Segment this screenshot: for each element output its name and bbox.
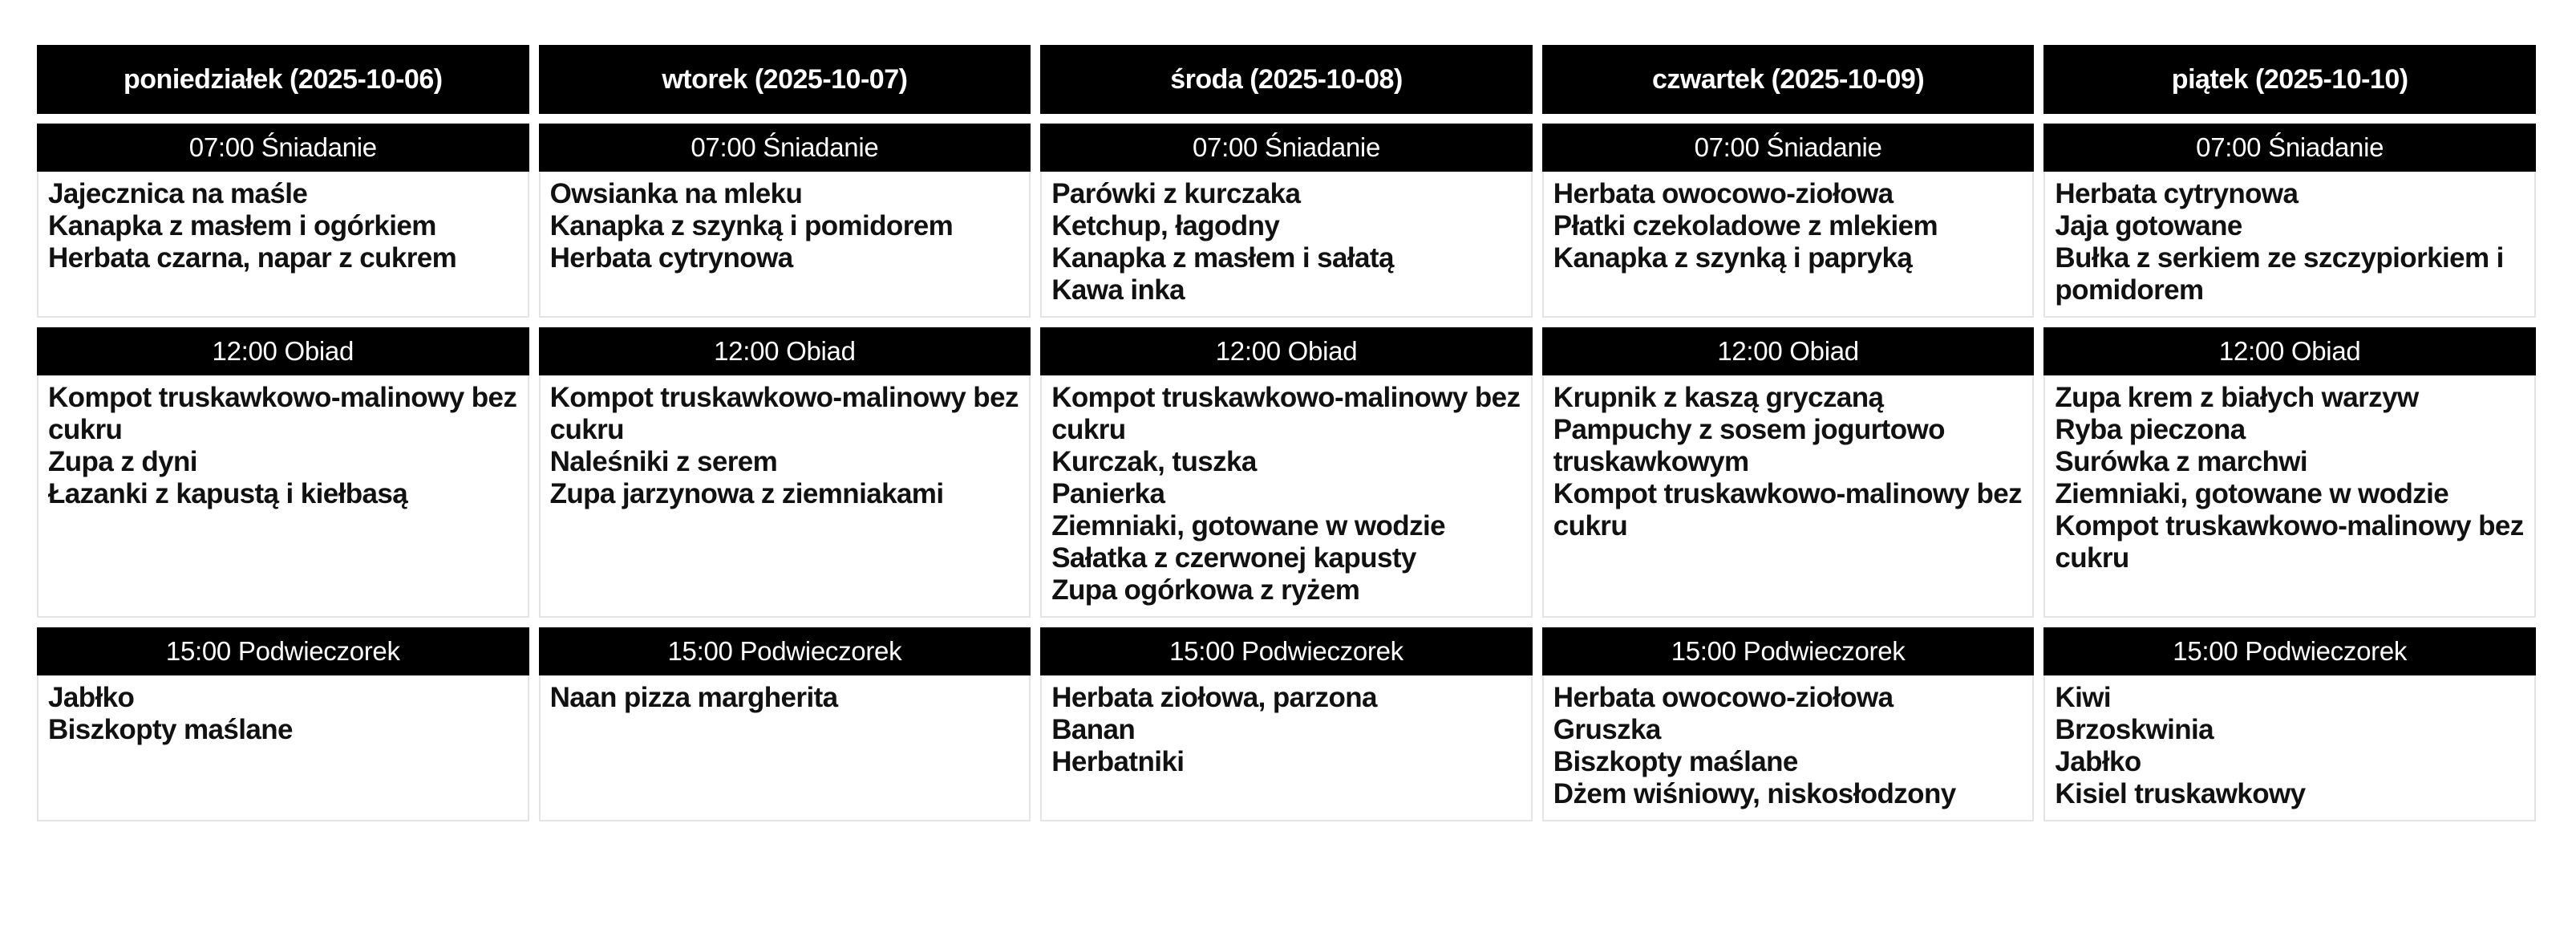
lunch-header: 12:00 Obiad	[1542, 327, 2035, 375]
menu-item: Kompot truskawkowo-malinowy bez	[549, 382, 1019, 413]
breakfast-header: 07:00 Śniadanie	[2043, 124, 2536, 172]
snack-header: 15:00 Podwieczorek	[1040, 627, 1533, 675]
menu-item: Owsianka na mleku	[549, 178, 803, 209]
menu-item: Herbata czarna, napar z cukrem	[48, 242, 457, 274]
lunch-items	[1040, 375, 1533, 618]
day-column	[1040, 45, 1533, 821]
menu-item: Ryba pieczona	[2055, 414, 2246, 445]
menu-item: Jajecznica na maśle	[48, 178, 308, 209]
menu-item: Zupa ogórkowa z ryżem	[1051, 574, 1360, 606]
menu-item: Kanapka z szynką i pomidorem	[549, 210, 954, 241]
menu-item: Zupa krem z białych warzyw	[2055, 382, 2419, 413]
menu-item: Dżem wiśniowy, niskosłodzony	[1553, 778, 1956, 809]
breakfast-items	[1040, 172, 1533, 318]
lunch-items	[2043, 375, 2536, 618]
menu-item: Zupa jarzynowa z ziemniakami	[549, 478, 944, 509]
day-column	[37, 45, 529, 821]
menu-item: Łazanki z kapustą i kiełbasą	[48, 478, 408, 509]
day-column	[1542, 45, 2035, 821]
snack-header: 15:00 Podwieczorek	[37, 627, 529, 675]
menu-item: Płatki czekoladowe z mlekiem	[1553, 210, 1938, 241]
lunch-items	[1542, 375, 2035, 618]
day-column	[539, 45, 1031, 821]
breakfast-header: 07:00 Śniadanie	[539, 124, 1031, 172]
menu-item: Herbata cytrynowa	[2055, 178, 2299, 209]
breakfast-items	[37, 172, 529, 318]
menu-item: Naleśniki z serem	[549, 446, 778, 477]
snack-header: 15:00 Podwieczorek	[2043, 627, 2536, 675]
lunch-items	[539, 375, 1031, 618]
menu-item: Kisiel truskawkowy	[2055, 778, 2306, 809]
menu-item: Herbata cytrynowa	[549, 242, 793, 274]
day-header: czwartek (2025-10-09)	[1542, 45, 2035, 114]
day-header: wtorek (2025-10-07)	[539, 45, 1031, 114]
menu-item: Panierka	[1051, 478, 1165, 509]
menu-item: Ziemniaki, gotowane w wodzie	[2055, 478, 2449, 509]
menu-item: Krupnik z kaszą gryczaną	[1553, 382, 1884, 413]
lunch-header: 12:00 Obiad	[539, 327, 1031, 375]
menu-item: Kanapka z masłem i sałatą	[1051, 242, 1394, 274]
breakfast-header: 07:00 Śniadanie	[1040, 124, 1533, 172]
menu-item: Ketchup, łagodny	[1051, 210, 1280, 241]
menu-item: Surówka z marchwi	[2055, 446, 2308, 477]
menu-item: Jaja gotowane	[2055, 210, 2242, 241]
menu-item: Kanapka z szynką i papryką	[1553, 242, 1913, 274]
day-header: poniedziałek (2025-10-06)	[37, 45, 529, 114]
day-header: środa (2025-10-08)	[1040, 45, 1533, 114]
menu-item: cukru	[1051, 414, 1126, 445]
menu-item: Kurczak, tuszka	[1051, 446, 1257, 477]
snack-items	[539, 675, 1031, 821]
menu-item: cukru	[549, 414, 624, 445]
menu-item: Biszkopty maślane	[1553, 746, 1798, 777]
lunch-items	[37, 375, 529, 618]
breakfast-items	[539, 172, 1031, 318]
menu-item: Kompot truskawkowo-malinowy bez	[1051, 382, 1521, 413]
menu-item: cukru	[1553, 510, 1628, 542]
snack-header: 15:00 Podwieczorek	[1542, 627, 2035, 675]
menu-item: Kanapka z masłem i ogórkiem	[48, 210, 436, 241]
menu-item: Naan pizza margherita	[549, 682, 838, 713]
snack-header: 15:00 Podwieczorek	[539, 627, 1031, 675]
snack-items	[2043, 675, 2536, 821]
weekly-menu-grid	[37, 45, 2536, 821]
menu-item: Kompot truskawkowo-malinowy bez	[1553, 478, 2023, 509]
breakfast-items	[1542, 172, 2035, 318]
snack-items	[37, 675, 529, 821]
breakfast-items	[2043, 172, 2536, 318]
menu-item: cukru	[48, 414, 123, 445]
menu-item: Herbata owocowo-ziołowa	[1553, 682, 1894, 713]
lunch-header: 12:00 Obiad	[2043, 327, 2536, 375]
snack-items	[1542, 675, 2035, 821]
menu-item: Zupa z dyni	[48, 446, 197, 477]
menu-item: pomidorem	[2055, 274, 2204, 306]
menu-item: Gruszka	[1553, 714, 1661, 745]
menu-item: Kompot truskawkowo-malinowy bez	[2055, 510, 2524, 542]
menu-item: Pampuchy z sosem jogurtowo	[1553, 414, 1945, 445]
menu-item: Biszkopty maślane	[48, 714, 293, 745]
menu-item: Banan	[1051, 714, 1136, 745]
menu-item: Jabłko	[2055, 746, 2141, 777]
menu-item: Kawa inka	[1051, 274, 1185, 306]
menu-item: Herbatniki	[1051, 746, 1185, 777]
breakfast-header: 07:00 Śniadanie	[37, 124, 529, 172]
menu-item: Parówki z kurczaka	[1051, 178, 1301, 209]
day-header: piątek (2025-10-10)	[2043, 45, 2536, 114]
menu-item: Sałatka z czerwonej kapusty	[1051, 542, 1416, 574]
breakfast-header: 07:00 Śniadanie	[1542, 124, 2035, 172]
menu-item: Jabłko	[48, 682, 135, 713]
lunch-header: 12:00 Obiad	[1040, 327, 1533, 375]
menu-item: cukru	[2055, 542, 2129, 574]
menu-item: Kiwi	[2055, 682, 2111, 713]
day-column	[2043, 45, 2536, 821]
menu-item: Ziemniaki, gotowane w wodzie	[1051, 510, 1445, 542]
menu-item: Herbata ziołowa, parzona	[1051, 682, 1377, 713]
menu-item: Herbata owocowo-ziołowa	[1553, 178, 1894, 209]
snack-items	[1040, 675, 1533, 821]
menu-item: Brzoskwinia	[2055, 714, 2214, 745]
lunch-header: 12:00 Obiad	[37, 327, 529, 375]
menu-item: truskawkowym	[1553, 446, 1749, 477]
menu-item: Bułka z serkiem ze szczypiorkiem i	[2055, 242, 2504, 274]
menu-item: Kompot truskawkowo-malinowy bez	[48, 382, 517, 413]
